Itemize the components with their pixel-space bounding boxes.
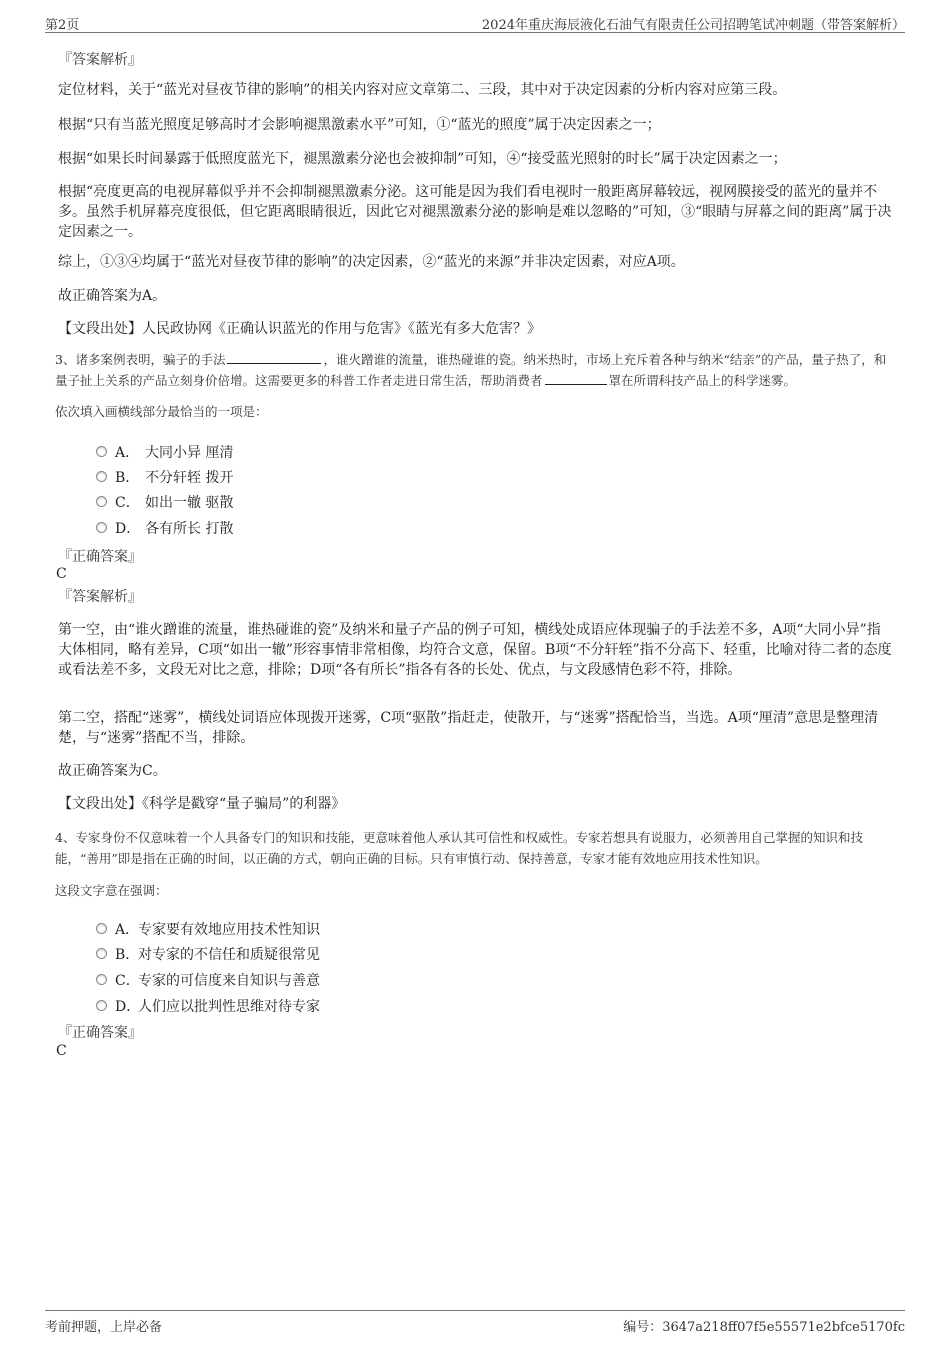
q3-option-c[interactable]: C． 如出一辙 驱散 — [96, 490, 396, 512]
radio-icon[interactable] — [96, 496, 107, 507]
q3-source: 【文段出处】《科学是戳穿“量子骗局”的利器》 — [58, 796, 346, 812]
radio-icon[interactable] — [96, 446, 107, 457]
radio-icon[interactable] — [96, 948, 107, 959]
document-code: 编号：3647a218ff07f5e55571e2bfce5170fc — [623, 1320, 905, 1335]
q2-analysis-para-2: 根据“只有当蓝光照度足够高时才会影响褪黑激素水平”可知，①“蓝光的照度”属于决定因素之一； — [58, 117, 661, 133]
document-title: 2024年重庆海辰液化石油气有限责任公司招聘笔试冲刺题（带答案解析） — [481, 18, 905, 33]
q3-analysis-label: 『答案解析』 — [58, 589, 142, 605]
q2-analysis-para-4: 根据“亮度更高的电视屏幕似乎并不会抑制褪黑激素分泌。这可能是因为我们看电视时一般距离屏幕较远，视网膜接受的蓝光的量并不多。虽然手机屏幕亮度很低，但它距离眼睛很近，因此它对褪黑激素分泌的影响是难以忽略的”可知，③“眼睛与屏幕之间的距离”属于决定因素之一。 — [58, 184, 892, 240]
q3-option-b[interactable]: B． 不分轩轾 拨开 — [96, 465, 396, 487]
radio-icon[interactable] — [96, 1000, 107, 1011]
q4-option-a[interactable]: A． 专家要有效地应用技术性知识 — [96, 917, 416, 939]
q4-prompt: 这段文字意在强调： — [55, 883, 168, 898]
q4-option-b[interactable]: B． 对专家的不信任和质疑很常见 — [96, 942, 416, 964]
q3-prompt: 依次填入画横线部分最恰当的一项是： — [55, 404, 268, 419]
q3-correct-label: 『正确答案』 — [58, 549, 142, 565]
q3-analysis-para-2: 第二空，搭配“迷雾”，横线处词语应体现拨开迷雾，C项“驱散”指赶走，使散开，与“迷雾”搭配恰当，当选。A项“厘清”意思是整理清楚，与“迷雾”搭配不当，排除。 — [58, 710, 879, 746]
q3-option-d[interactable]: D． 各有所长 打散 — [96, 516, 396, 538]
radio-icon[interactable] — [96, 471, 107, 482]
q3-blank-2 — [545, 372, 607, 385]
q3-analysis-para-1: 第一空，由“谁火蹭谁的流量，谁热碰谁的瓷”及纳米和量子产品的例子可知，横线处成语应体现骗子的手法差不多，A项“大同小异”指大体相同，略有差异，C项“如出一辙”形容事情非常相像，均符合文意，保留。B项“不分轩轾”指不分高下、轻重，比喻对待二者的态度或看法差不多，文段无对比之意，排除；D项“各有所长”指各有各的长处、优点，与文段感情色彩不符，排除。 — [58, 622, 892, 678]
footer-slogan: 考前押题，上岸必备 — [45, 1320, 163, 1335]
q4-option-d[interactable]: D． 人们应以批判性思维对待专家 — [96, 994, 416, 1016]
q3-answer-statement: 故正确答案为C。 — [58, 763, 167, 779]
q2-analysis-para-1: 定位材料，关于“蓝光对昼夜节律的影响”的相关内容对应文章第二、三段，其中对于决定因素的分析内容对应第三段。 — [58, 82, 787, 98]
q4-correct-label: 『正确答案』 — [58, 1025, 142, 1041]
radio-icon[interactable] — [96, 974, 107, 985]
radio-icon[interactable] — [96, 923, 107, 934]
radio-icon[interactable] — [96, 522, 107, 533]
q3-option-a[interactable]: A． 大同小异 厘清 — [96, 440, 396, 462]
q2-analysis-para-3: 根据“如果长时间暴露于低照度蓝光下，褪黑激素分泌也会被抑制”可知，④“接受蓝光照射的时长”属于决定因素之一； — [58, 151, 787, 167]
page-footer — [45, 1310, 905, 1335]
q2-analysis-label: 『答案解析』 — [58, 52, 142, 68]
q3-correct-answer: C — [56, 566, 67, 582]
page-header — [45, 12, 905, 33]
q4-option-c[interactable]: C． 专家的可信度来自知识与善意 — [96, 968, 416, 990]
q3-blank-1 — [227, 351, 321, 364]
q2-source: 【文段出处】人民政协网《正确认识蓝光的作用与危害》《蓝光有多大危害？》 — [58, 321, 541, 337]
q4-stem: 4、专家身份不仅意味着一个人具备专门的知识和技能，更意味着他人承认其可信性和权威性。专家若想具有说服力，必须善用自己掌握的知识和技能，“善用”即是指在正确的时间，以正确的方式，朝向正确的目标。只有审慎行动、保持善意，专家才能有效地应用技术性知识。 — [55, 830, 863, 866]
q4-correct-answer: C — [56, 1043, 67, 1059]
q3-stem: 3、诸多案例表明，骗子的手法 ，谁火蹭谁的流量，谁热碰谁的瓷。纳米热时，市场上充斥着各种与纳米“结亲”的产品，量子热了，和量子扯上关系的产品立刻身价倍增。这需要更多的科普工作者走进日常生活，帮助消费者 罩在所谓科技产品上的科学迷雾。 — [55, 352, 887, 388]
q2-analysis-para-5: 综上，①③④均属于“蓝光对昼夜节律的影响”的决定因素，②“蓝光的来源”并非决定因素，对应A项。 — [58, 254, 685, 270]
q2-answer-statement: 故正确答案为A。 — [58, 288, 167, 304]
page-number: 第2页 — [45, 18, 80, 33]
